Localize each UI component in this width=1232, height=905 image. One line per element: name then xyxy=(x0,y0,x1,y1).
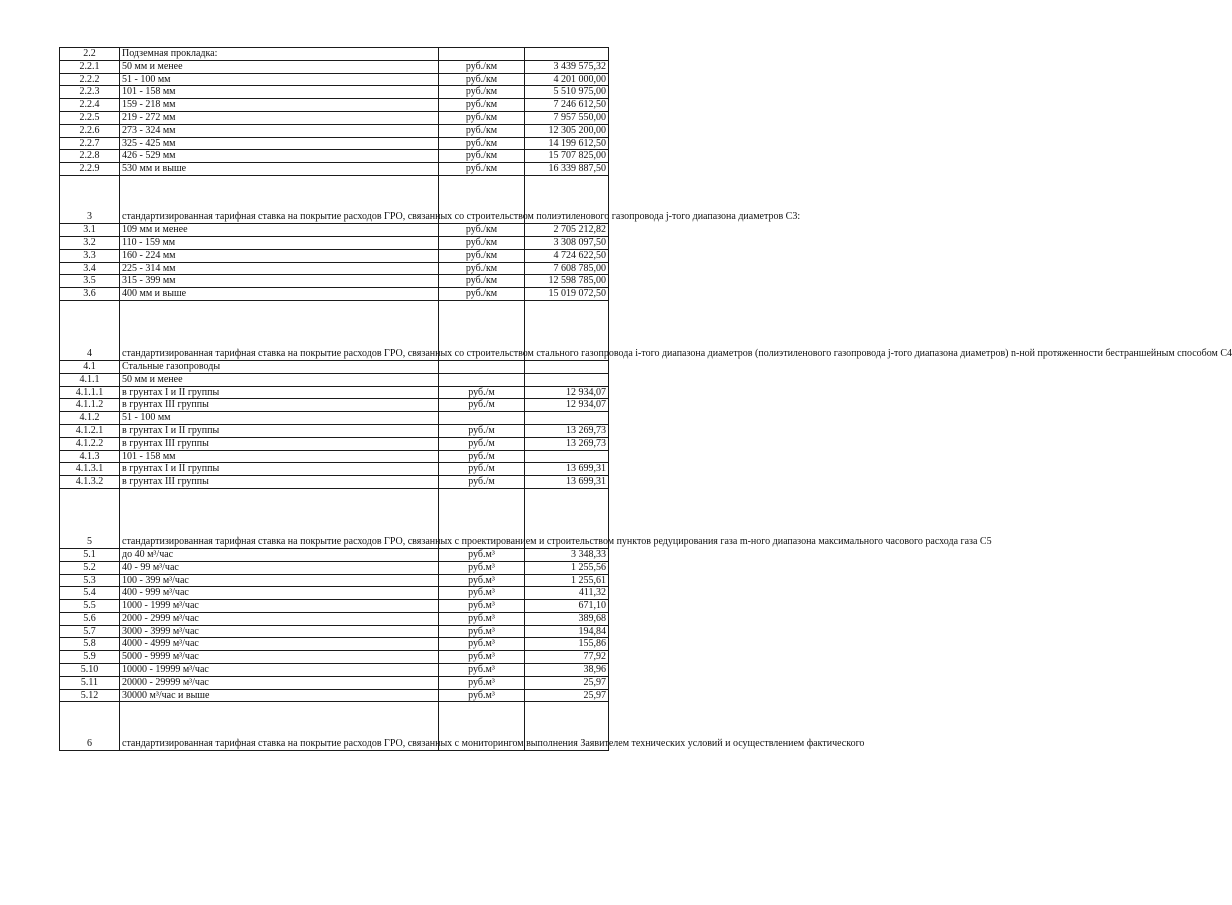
row-number: 5.8 xyxy=(60,638,120,651)
table-row xyxy=(60,288,609,301)
row-unit: руб.м³ xyxy=(439,587,525,600)
row-unit: руб.м³ xyxy=(439,625,525,638)
table-row xyxy=(60,587,609,600)
row-description: 400 - 999 м³/час xyxy=(120,587,439,600)
table-row xyxy=(60,163,609,176)
table-row xyxy=(60,488,609,548)
row-number: 4.1.3.2 xyxy=(60,476,120,489)
row-description: 5000 - 9999 м³/час xyxy=(120,651,439,664)
row-description: 3000 - 3999 м³/час xyxy=(120,625,439,638)
table-row xyxy=(60,124,609,137)
row-value: 14 199 612,50 xyxy=(525,137,609,150)
row-value: 7 957 550,00 xyxy=(525,111,609,124)
table-row xyxy=(60,249,609,262)
table-row xyxy=(60,651,609,664)
row-number: 3.3 xyxy=(60,249,120,262)
row-value: 13 699,31 xyxy=(525,476,609,489)
row-number: 3.6 xyxy=(60,288,120,301)
row-number: 4.1.2.1 xyxy=(60,424,120,437)
row-description: 160 - 224 мм xyxy=(120,249,439,262)
row-number: 3.2 xyxy=(60,236,120,249)
row-description: 40 - 99 м³/час xyxy=(120,561,439,574)
row-value: 25,97 xyxy=(525,689,609,702)
row-description: 110 - 159 мм xyxy=(120,236,439,249)
row-unit: руб./км xyxy=(439,73,525,86)
row-value: 3 439 575,32 xyxy=(525,60,609,73)
table-row xyxy=(60,224,609,237)
row-value: 3 348,33 xyxy=(525,548,609,561)
row-unit: руб./км xyxy=(439,163,525,176)
row-number: 3.5 xyxy=(60,275,120,288)
table-row xyxy=(60,175,609,223)
row-value: 1 255,61 xyxy=(525,574,609,587)
row-unit: руб./км xyxy=(439,124,525,137)
row-value: 5 510 975,00 xyxy=(525,86,609,99)
row-value: 38,96 xyxy=(525,664,609,677)
row-number: 4.1.2.2 xyxy=(60,437,120,450)
row-description: 101 - 158 мм xyxy=(120,86,439,99)
row-value: 7 246 612,50 xyxy=(525,99,609,112)
row-description: 1000 - 1999 м³/час xyxy=(120,600,439,613)
row-unit: руб./км xyxy=(439,99,525,112)
row-description: в грунтах I и II группы xyxy=(120,424,439,437)
row-description: 50 мм и менее xyxy=(120,60,439,73)
row-description: 20000 - 29999 м³/час xyxy=(120,676,439,689)
row-number: 5 xyxy=(60,488,120,548)
table-row xyxy=(60,450,609,463)
table-row xyxy=(60,275,609,288)
row-number: 4.1.2 xyxy=(60,412,120,425)
row-number: 5.1 xyxy=(60,548,120,561)
table-row xyxy=(60,73,609,86)
document-page xyxy=(59,47,1232,751)
row-value xyxy=(525,360,609,373)
row-number: 5.5 xyxy=(60,600,120,613)
row-description: 315 - 399 мм xyxy=(120,275,439,288)
row-description: 10000 - 19999 м³/час xyxy=(120,664,439,677)
row-unit xyxy=(439,360,525,373)
row-value xyxy=(525,412,609,425)
row-description: 51 - 100 мм xyxy=(120,412,439,425)
row-number: 4.1.1.1 xyxy=(60,386,120,399)
row-unit: руб./м xyxy=(439,424,525,437)
tariff-table-body xyxy=(60,48,1232,751)
row-description: 51 - 100 мм xyxy=(120,73,439,86)
row-number: 5.12 xyxy=(60,689,120,702)
table-row xyxy=(60,463,609,476)
row-unit: руб./км xyxy=(439,275,525,288)
row-unit: руб./км xyxy=(439,111,525,124)
row-value: 12 305 200,00 xyxy=(525,124,609,137)
row-value: 12 934,07 xyxy=(525,399,609,412)
row-value: 12 598 785,00 xyxy=(525,275,609,288)
row-description: 30000 м³/час и выше xyxy=(120,689,439,702)
row-description: в грунтах III группы xyxy=(120,437,439,450)
row-unit: руб./км xyxy=(439,150,525,163)
row-value: 671,10 xyxy=(525,600,609,613)
row-number: 4.1.3.1 xyxy=(60,463,120,476)
row-value: 13 269,73 xyxy=(525,424,609,437)
row-unit: руб./м xyxy=(439,450,525,463)
row-description: стандартизированная тарифная ставка на покрытие расходов ГРО, связанных со строительством стального газопровода i-того диапазона диаметров (полиэтиленового газопровода j-того диапазона диаметров) n-ной протяженности бестраншейным способом С4 xyxy=(120,300,439,360)
table-row xyxy=(60,702,609,750)
row-description: 100 - 399 м³/час xyxy=(120,574,439,587)
row-description: Стальные газопроводы xyxy=(120,360,439,373)
row-value: 16 339 887,50 xyxy=(525,163,609,176)
row-number: 5.10 xyxy=(60,664,120,677)
row-unit: руб./км xyxy=(439,86,525,99)
row-unit: руб.м³ xyxy=(439,612,525,625)
row-value: 7 608 785,00 xyxy=(525,262,609,275)
row-description: 325 - 425 мм xyxy=(120,137,439,150)
row-description: 50 мм и менее xyxy=(120,373,439,386)
row-number: 2.2.5 xyxy=(60,111,120,124)
table-row xyxy=(60,360,609,373)
row-unit: руб.м³ xyxy=(439,664,525,677)
table-row xyxy=(60,548,609,561)
row-unit: руб.м³ xyxy=(439,561,525,574)
table-row xyxy=(60,625,609,638)
table-row xyxy=(60,437,609,450)
row-description: 225 - 314 мм xyxy=(120,262,439,275)
row-value: 389,68 xyxy=(525,612,609,625)
table-row xyxy=(60,99,609,112)
row-value: 194,84 xyxy=(525,625,609,638)
row-description: Подземная прокладка: xyxy=(120,48,439,61)
table-row xyxy=(60,612,609,625)
row-number: 4.1.3 xyxy=(60,450,120,463)
row-number: 4.1.1.2 xyxy=(60,399,120,412)
row-unit: руб./м xyxy=(439,476,525,489)
row-number: 5.4 xyxy=(60,587,120,600)
row-value: 77,92 xyxy=(525,651,609,664)
table-row xyxy=(60,60,609,73)
row-number: 2.2.2 xyxy=(60,73,120,86)
table-row xyxy=(60,476,609,489)
row-unit: руб./км xyxy=(439,236,525,249)
row-unit xyxy=(439,373,525,386)
row-description: в грунтах I и II группы xyxy=(120,386,439,399)
row-unit: руб./м xyxy=(439,437,525,450)
row-value xyxy=(525,373,609,386)
row-number: 5.6 xyxy=(60,612,120,625)
row-unit: руб.м³ xyxy=(439,548,525,561)
table-row xyxy=(60,412,609,425)
row-description: 400 мм и выше xyxy=(120,288,439,301)
row-value: 15 707 825,00 xyxy=(525,150,609,163)
row-description: 159 - 218 мм xyxy=(120,99,439,112)
row-number: 5.7 xyxy=(60,625,120,638)
row-description: 530 мм и выше xyxy=(120,163,439,176)
row-value: 2 705 212,82 xyxy=(525,224,609,237)
table-row xyxy=(60,574,609,587)
row-description: 2000 - 2999 м³/час xyxy=(120,612,439,625)
row-value: 4 201 000,00 xyxy=(525,73,609,86)
table-row xyxy=(60,689,609,702)
row-number: 4.1.1 xyxy=(60,373,120,386)
row-number: 2.2.4 xyxy=(60,99,120,112)
row-number: 2.2.7 xyxy=(60,137,120,150)
row-value: 15 019 072,50 xyxy=(525,288,609,301)
row-value xyxy=(525,48,609,61)
row-number: 6 xyxy=(60,702,120,750)
row-description: в грунтах I и II группы xyxy=(120,463,439,476)
table-row xyxy=(60,300,609,360)
table-row xyxy=(60,48,609,61)
tariff-rates-table xyxy=(59,47,1232,751)
row-number: 3.4 xyxy=(60,262,120,275)
table-row xyxy=(60,137,609,150)
row-unit: руб.м³ xyxy=(439,676,525,689)
row-number: 5.2 xyxy=(60,561,120,574)
row-unit: руб.м³ xyxy=(439,689,525,702)
row-description: 109 мм и менее xyxy=(120,224,439,237)
row-number: 5.11 xyxy=(60,676,120,689)
row-number: 2.2.1 xyxy=(60,60,120,73)
row-number: 2.2.3 xyxy=(60,86,120,99)
row-unit: руб./м xyxy=(439,399,525,412)
row-unit xyxy=(439,412,525,425)
table-row xyxy=(60,262,609,275)
row-value: 3 308 097,50 xyxy=(525,236,609,249)
row-number: 5.9 xyxy=(60,651,120,664)
row-unit: руб./км xyxy=(439,137,525,150)
row-number: 3.1 xyxy=(60,224,120,237)
row-description: 273 - 324 мм xyxy=(120,124,439,137)
row-description: 4000 - 4999 м³/час xyxy=(120,638,439,651)
row-value: 1 255,56 xyxy=(525,561,609,574)
table-row xyxy=(60,386,609,399)
row-number: 2.2.8 xyxy=(60,150,120,163)
row-description: до 40 м³/час xyxy=(120,548,439,561)
row-unit: руб.м³ xyxy=(439,600,525,613)
row-value xyxy=(525,450,609,463)
row-value: 411,32 xyxy=(525,587,609,600)
table-row xyxy=(60,561,609,574)
row-unit: руб./м xyxy=(439,463,525,476)
row-description: 219 - 272 мм xyxy=(120,111,439,124)
row-value: 13 699,31 xyxy=(525,463,609,476)
table-row xyxy=(60,111,609,124)
row-unit: руб./км xyxy=(439,249,525,262)
row-number: 3 xyxy=(60,175,120,223)
row-value: 155,86 xyxy=(525,638,609,651)
row-number: 2.2.6 xyxy=(60,124,120,137)
row-value: 4 724 622,50 xyxy=(525,249,609,262)
row-value: 13 269,73 xyxy=(525,437,609,450)
table-row xyxy=(60,600,609,613)
row-unit xyxy=(439,48,525,61)
row-description: в грунтах III группы xyxy=(120,399,439,412)
row-description: стандартизированная тарифная ставка на покрытие расходов ГРО, связанных с проектированием и строительством пунктов редуцирования газа m-ного диапазона максимального часового расхода газа С5 xyxy=(120,488,439,548)
row-unit: руб./км xyxy=(439,60,525,73)
row-unit: руб./км xyxy=(439,262,525,275)
row-description: стандартизированная тарифная ставка на покрытие расходов ГРО, связанных со строительством полиэтиленового газопровода j-того диапазона диаметров С3: xyxy=(120,175,439,223)
row-number: 2.2.9 xyxy=(60,163,120,176)
row-unit: руб.м³ xyxy=(439,574,525,587)
row-number: 2.2 xyxy=(60,48,120,61)
table-row xyxy=(60,399,609,412)
table-row xyxy=(60,236,609,249)
row-description: стандартизированная тарифная ставка на покрытие расходов ГРО, связанных с мониторингом выполнения Заявителем технических условий и осуществлением фактического xyxy=(120,702,439,750)
row-description: 101 - 158 мм xyxy=(120,450,439,463)
row-unit: руб.м³ xyxy=(439,638,525,651)
row-value: 25,97 xyxy=(525,676,609,689)
row-description: в грунтах III группы xyxy=(120,476,439,489)
row-number: 4.1 xyxy=(60,360,120,373)
row-number: 5.3 xyxy=(60,574,120,587)
row-description: 426 - 529 мм xyxy=(120,150,439,163)
row-number: 4 xyxy=(60,300,120,360)
table-row xyxy=(60,424,609,437)
row-unit: руб./м xyxy=(439,386,525,399)
table-row xyxy=(60,638,609,651)
row-unit: руб.м³ xyxy=(439,651,525,664)
row-unit: руб./км xyxy=(439,224,525,237)
table-row xyxy=(60,664,609,677)
row-unit: руб./км xyxy=(439,288,525,301)
table-row xyxy=(60,676,609,689)
table-row xyxy=(60,150,609,163)
row-value: 12 934,07 xyxy=(525,386,609,399)
table-row xyxy=(60,373,609,386)
table-row xyxy=(60,86,609,99)
